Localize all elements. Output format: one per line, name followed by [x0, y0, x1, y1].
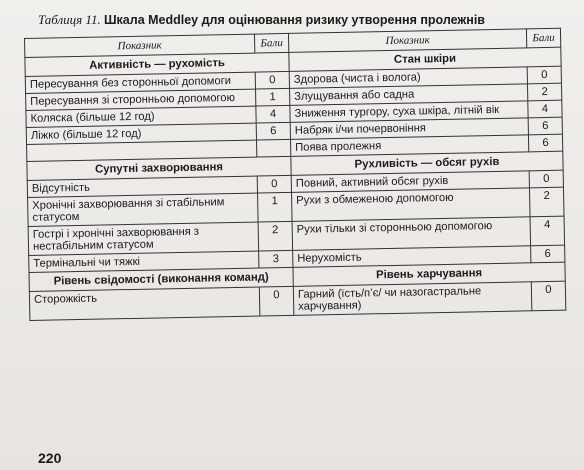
meddley-scale-table [24, 28, 566, 321]
score-cell-right: 6 [528, 134, 562, 152]
section-heading-left: Рівень свідомості (виконання команд) [29, 267, 293, 291]
indicator-cell-left: Хронічні захворювання зі стабільним статусом [28, 193, 259, 226]
score-cell-left: 3 [259, 250, 293, 268]
table-title: Шкала Meddley для оцінювання ризику утворення пролежнів [103, 13, 485, 27]
indicator-cell-left: Гострі і хронічні захворювання з нестабільним статусом [28, 222, 259, 255]
left-score-header: Бали [254, 33, 288, 53]
indicator-cell-left: Ліжко (більше 12 год) [26, 123, 256, 144]
section-heading-right: Рухливість — обсяг рухів [291, 151, 563, 175]
score-cell-left: 1 [258, 192, 293, 222]
indicator-cell-left: Коляска (більше 12 год) [26, 106, 256, 127]
indicator-cell-right: Набряк і/чи почервоніння [290, 118, 528, 140]
indicator-cell-left: Пересування зі сторонньою допомогою [26, 89, 256, 110]
left-indicator-header: Показник [25, 34, 255, 57]
score-cell-left: 1 [256, 88, 290, 106]
right-score-header: Бали [526, 28, 560, 48]
score-cell-left: 0 [255, 71, 289, 89]
indicator-cell-right: Повний, активний обсяг рухів [291, 171, 529, 193]
score-cell-right: 2 [527, 83, 561, 101]
score-cell-right: 4 [528, 100, 562, 118]
page-number: 220 [38, 450, 62, 466]
indicator-cell-right: Здорова (чиста і волога) [289, 67, 527, 89]
score-cell-right: 0 [529, 170, 563, 188]
section-heading-right: Рівень харчування [293, 262, 565, 286]
table-number: Таблиця 11. [38, 12, 101, 27]
indicator-cell-left: Пересування без сторонньої допомоги [25, 72, 255, 93]
indicator-cell-right: Рухи з обмеженою допомогою [292, 188, 531, 222]
indicator-cell-right: Рухи тільки зі сторонньою допомогою [292, 217, 531, 251]
score-cell-right: 2 [529, 187, 564, 217]
table-body [25, 47, 566, 320]
indicator-cell-left: Термінальні чи тяжкі [29, 251, 259, 272]
score-cell-right: 6 [528, 117, 562, 135]
indicator-cell-right: Злущування або садна [290, 84, 528, 106]
score-cell-right: 4 [530, 216, 565, 246]
section-heading-right: Стан шкіри [289, 47, 561, 71]
score-cell-left [257, 139, 291, 157]
indicator-cell-right: Зниження тургору, суха шкіра, літній вік [290, 101, 528, 123]
score-cell-left: 6 [256, 122, 290, 140]
score-cell-left: 2 [258, 221, 293, 251]
score-cell-left: 4 [256, 105, 290, 123]
score-cell-left: 0 [259, 286, 294, 316]
score-cell-right: 6 [531, 245, 565, 263]
table-caption [38, 12, 485, 28]
indicator-cell-right: Нерухомість [293, 246, 531, 268]
score-cell-right: 0 [531, 281, 566, 311]
section-heading-left: Активність — рухомість [25, 52, 289, 76]
indicator-cell-right: Поява пролежня [290, 135, 528, 157]
right-indicator-header: Показник [288, 29, 526, 53]
score-cell-left: 0 [257, 175, 291, 193]
section-heading-left: Супутні захворювання [27, 156, 291, 180]
indicator-cell-left: Сторожкість [29, 287, 260, 320]
indicator-cell-right: Гарний (їсть/п’є/ чи назогастральне харчування) [293, 282, 532, 316]
score-cell-right: 0 [527, 66, 561, 84]
indicator-cell-left: Відсутність [27, 176, 257, 197]
